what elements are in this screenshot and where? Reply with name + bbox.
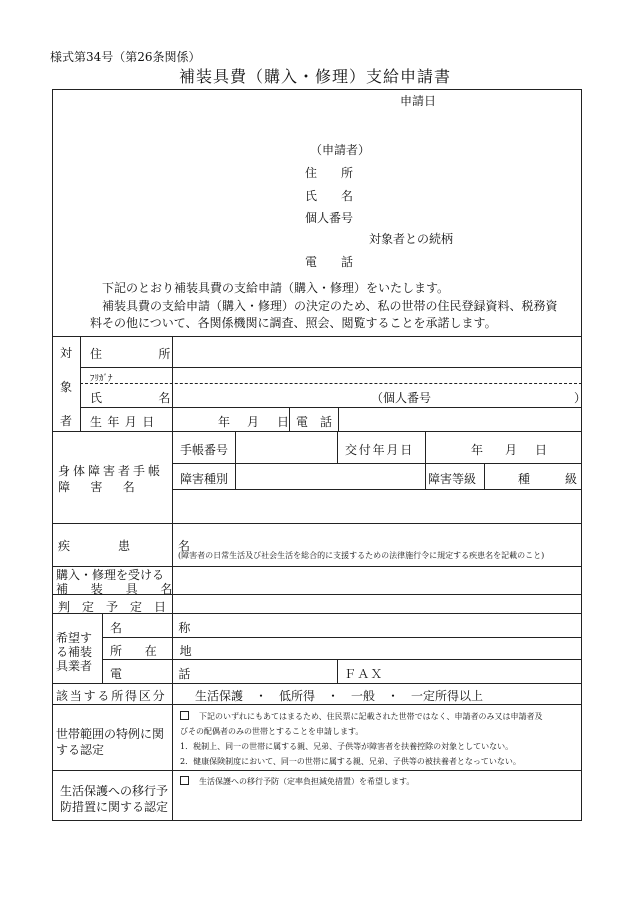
- application-date-label: 申請日: [400, 94, 437, 108]
- vendor-phone-text: 電 話: [110, 667, 202, 681]
- household-line-1: 下記のいずれにもあてはまるため、住民票に記載された世帯ではなく、申請者のみ又は申請者及: [199, 712, 543, 721]
- handbook-issue-day: 日: [535, 443, 548, 457]
- col-divider: [80, 336, 81, 431]
- col-divider: [172, 336, 173, 821]
- handbook-number-label: 手帳番号: [180, 443, 229, 457]
- col-divider: [484, 463, 485, 489]
- subject-name-label: [90, 389, 181, 406]
- row-divider: [52, 704, 582, 705]
- subject-side-label-1: 対: [60, 346, 73, 360]
- handbook-category-label: 障害種別: [180, 472, 229, 486]
- household-line-3: 1．税制上、同一の世帯に属する親、兄弟、子供等が障害者を扶養控除の対象としていない。: [180, 742, 514, 751]
- row-divider: [172, 489, 582, 490]
- application-statement-2b: 料その他について、各関係機関に調査、照会、閲覧することを承諾します。: [90, 316, 497, 330]
- income-label: 該当する所得区分: [56, 689, 167, 703]
- row-divider: [80, 407, 582, 408]
- col-divider: [338, 407, 339, 431]
- subject-address-label: [90, 345, 181, 362]
- row-divider: [52, 523, 582, 524]
- application-statement-2a: 補装具費の支給申請（購入・修理）の決定のため、私の世帯の住民登録資料、税務資: [102, 299, 558, 313]
- vendor-side-label-2: る補装: [56, 645, 93, 659]
- form-number: 様式第34号（第26条関係）: [50, 50, 201, 64]
- application-statement-1: 下記のとおり補装具費の支給申請（購入・修理）をいたします。: [102, 281, 450, 295]
- disease-label-text: 疾 患 名: [58, 539, 209, 553]
- vendor-side-label-1: 希望す: [56, 631, 93, 645]
- handbook-issue-year: 年: [471, 443, 484, 457]
- handbook-kind-label: 種: [518, 472, 531, 486]
- col-divider: [102, 613, 103, 683]
- subject-side-label-3: 者: [60, 414, 73, 428]
- applicant-individual-number-label: 個人番号: [305, 211, 354, 225]
- transition-checkbox[interactable]: [180, 776, 189, 785]
- decision-date-text: 判定予定日: [58, 600, 179, 614]
- handbook-label-2-text: 障 害 名: [58, 480, 140, 494]
- vendor-location-text: 所 在 地: [110, 644, 198, 658]
- applicant-phone-label: 電 話: [305, 255, 354, 269]
- vendor-location-label: [110, 642, 197, 659]
- device-label-1: 購入・修理を受ける: [56, 568, 165, 582]
- subject-address-text: 住 所: [90, 347, 182, 361]
- row-divider: [52, 336, 582, 337]
- applicant-address-label: 住 所: [305, 166, 354, 180]
- subject-birth-day: 日: [277, 415, 290, 429]
- col-divider: [289, 407, 290, 431]
- col-divider: [337, 431, 338, 463]
- household-label-1: 世帯範囲の特例に関: [56, 727, 165, 741]
- vendor-name-text: 名 称: [110, 621, 202, 635]
- applicant-label: （申請者）: [310, 143, 371, 157]
- handbook-label-2: [58, 478, 139, 495]
- subject-birth-year: 年: [218, 415, 231, 429]
- subject-name-text: 氏 名: [90, 391, 182, 405]
- row-divider: [52, 683, 582, 684]
- handbook-issue-date-label: 交付年月日: [345, 443, 415, 457]
- transition-label-1: 生活保護への移行予: [60, 784, 169, 798]
- form-title: 補装具費（購入・修理）支給申請書: [178, 67, 451, 86]
- subject-birth-label: [90, 413, 160, 430]
- applicant-name-label: 氏 名: [305, 189, 354, 203]
- subject-birth-text: 生年月日: [90, 415, 160, 429]
- income-options: 生活保護 ・ 低所得 ・ 一般 ・ 一定所得以上: [195, 689, 484, 703]
- row-divider: [80, 383, 582, 384]
- household-line-2: びその配偶者のみの世帯とすることを申請します。: [180, 727, 364, 736]
- transition-label-2: 防措置に関する認定: [60, 800, 169, 814]
- household-label-2: する認定: [56, 743, 105, 757]
- decision-date-label: [58, 598, 178, 615]
- col-divider: [235, 431, 236, 489]
- handbook-grade-label: 障害等級: [428, 472, 477, 486]
- handbook-label-1: 身体障害者手帳: [58, 464, 164, 478]
- row-divider: [80, 367, 582, 368]
- row-divider: [52, 770, 582, 771]
- subject-phone-label: 電 話: [296, 415, 333, 429]
- household-line-4: 2．健康保険制度において、同一の世帯に属する親、兄弟、子供等の被扶養者となっていない。: [180, 757, 521, 766]
- vendor-fax-label: ＦＡＸ: [344, 667, 384, 681]
- disease-note: (障害者の日常生活及び社会生活を総合的に支援するための法律施行令に規定する疾患名を記載のこと): [178, 551, 545, 560]
- vendor-side-label-3: 具業者: [56, 659, 93, 673]
- row-divider: [52, 431, 582, 432]
- vendor-phone-label: [110, 665, 201, 682]
- handbook-issue-month: 月: [505, 443, 518, 457]
- subject-furigana-label: ﾌﾘｶﾞﾅ: [90, 374, 113, 384]
- subject-individual-number-close: ）: [574, 391, 587, 405]
- subject-side-label-2: 象: [60, 380, 73, 394]
- transition-text: 生活保護への移行予防（定率負担減免措置）を希望します。: [199, 777, 415, 786]
- subject-individual-number-open: （個人番号: [371, 391, 432, 405]
- subject-birth-month: 月: [247, 415, 260, 429]
- device-label-2-text: 補 装 具 名: [56, 582, 178, 596]
- col-divider: [337, 659, 338, 683]
- col-divider: [425, 431, 426, 489]
- handbook-grade-unit: 級: [565, 472, 578, 486]
- household-checkbox[interactable]: [180, 711, 189, 720]
- row-divider: [172, 463, 582, 464]
- row-divider: [102, 659, 582, 660]
- row-divider: [102, 637, 582, 638]
- vendor-name-label: [110, 619, 201, 636]
- device-label-2: [56, 580, 178, 597]
- applicant-relationship-label: 対象者との続柄: [369, 232, 454, 246]
